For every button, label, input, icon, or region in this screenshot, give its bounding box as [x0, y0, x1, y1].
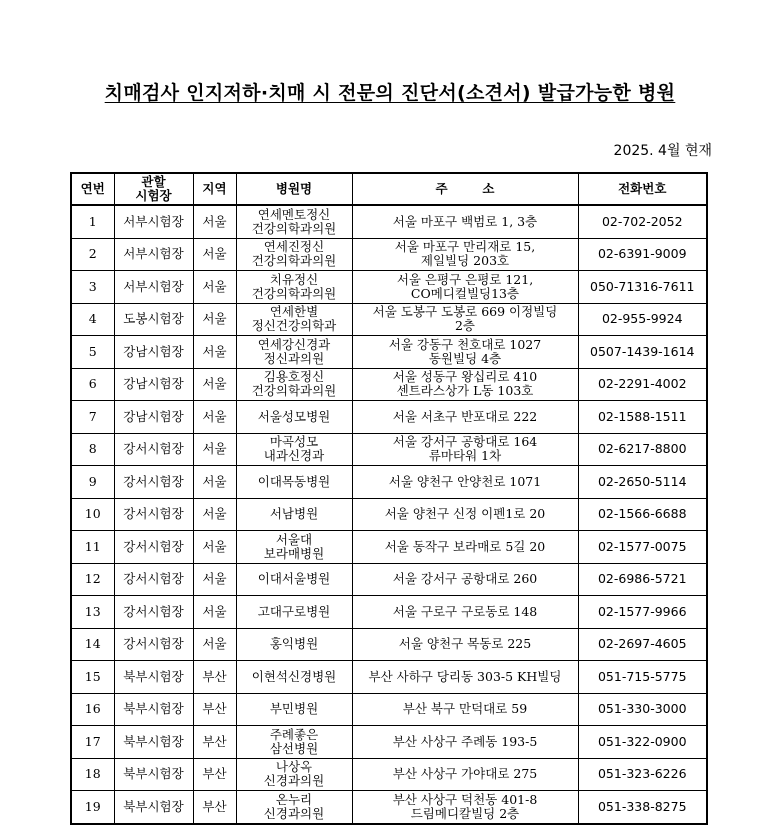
cell-hospital: 이대서울병원: [236, 563, 352, 596]
cell-region: 서울: [193, 563, 236, 596]
cell-phone: 02-1566-6688: [578, 498, 707, 531]
table-row: [71, 498, 707, 531]
cell-hospital: 홍익병원: [236, 628, 352, 661]
cell-hospital: 고대구로병원: [236, 596, 352, 629]
cell-phone: 0507-1439-1614: [578, 336, 707, 369]
cell-hospital: 김용호정신 건강의학과의원: [236, 368, 352, 401]
cell-office: 북부시험장: [114, 661, 193, 694]
cell-no: 2: [71, 238, 114, 271]
cell-no: 1: [71, 205, 114, 238]
cell-address: 서울 구로구 구로동로 148: [352, 596, 578, 629]
cell-no: 19: [71, 791, 114, 824]
cell-hospital: 이현석신경병원: [236, 661, 352, 694]
cell-region: 서울: [193, 433, 236, 466]
cell-no: 13: [71, 596, 114, 629]
header-hospital: 병원명: [236, 173, 352, 205]
cell-phone: 02-702-2052: [578, 205, 707, 238]
table-row: [71, 726, 707, 759]
table-row: [71, 466, 707, 499]
cell-office: 서부시험장: [114, 271, 193, 304]
cell-phone: 051-338-8275: [578, 791, 707, 824]
cell-hospital: 연세진정신 건강의학과의원: [236, 238, 352, 271]
cell-region: 서울: [193, 336, 236, 369]
table-row: [71, 661, 707, 694]
table-row: [71, 628, 707, 661]
cell-no: 18: [71, 758, 114, 791]
cell-no: 6: [71, 368, 114, 401]
cell-office: 강남시험장: [114, 336, 193, 369]
cell-address: 서울 양천구 신정 이펜1로 20: [352, 498, 578, 531]
cell-hospital: 주례좋은 삼선병원: [236, 726, 352, 759]
table-row: [71, 368, 707, 401]
cell-office: 강서시험장: [114, 563, 193, 596]
cell-address: 부산 사하구 당리동 303-5 KH빌딩: [352, 661, 578, 694]
cell-address: 서울 마포구 만리재로 15, 제일빌딩 203호: [352, 238, 578, 271]
cell-no: 3: [71, 271, 114, 304]
header-address: 주 소: [352, 173, 578, 205]
cell-hospital: 나상옥 신경과의원: [236, 758, 352, 791]
cell-address: 서울 은평구 은평로 121, CO메디컬빌딩13층: [352, 271, 578, 304]
header-phone: 전화번호: [578, 173, 707, 205]
cell-no: 4: [71, 303, 114, 336]
cell-office: 강서시험장: [114, 433, 193, 466]
table-row: [71, 205, 707, 238]
cell-region: 부산: [193, 726, 236, 759]
cell-no: 14: [71, 628, 114, 661]
cell-region: 서울: [193, 401, 236, 434]
cell-office: 도봉시험장: [114, 303, 193, 336]
header-office: 관할 시험장: [114, 173, 193, 205]
cell-address: 서울 강서구 공항대로 260: [352, 563, 578, 596]
cell-office: 서부시험장: [114, 205, 193, 238]
cell-no: 5: [71, 336, 114, 369]
cell-address: 부산 북구 만덕대로 59: [352, 693, 578, 726]
cell-region: 부산: [193, 661, 236, 694]
cell-office: 강서시험장: [114, 466, 193, 499]
cell-no: 17: [71, 726, 114, 759]
cell-office: 서부시험장: [114, 238, 193, 271]
cell-region: 서울: [193, 238, 236, 271]
cell-no: 11: [71, 531, 114, 564]
hospital-table: [70, 172, 708, 825]
cell-office: 강서시험장: [114, 498, 193, 531]
cell-hospital: 연세한별 정신건강의학과: [236, 303, 352, 336]
cell-address: 서울 도봉구 도봉로 669 이정빌딩 2층: [352, 303, 578, 336]
cell-office: 강남시험장: [114, 401, 193, 434]
cell-region: 서울: [193, 271, 236, 304]
cell-hospital: 서울성모병원: [236, 401, 352, 434]
cell-office: 북부시험장: [114, 693, 193, 726]
table-row: [71, 401, 707, 434]
cell-phone: 051-330-3000: [578, 693, 707, 726]
cell-office: 북부시험장: [114, 758, 193, 791]
cell-phone: 050-71316-7611: [578, 271, 707, 304]
cell-phone: 02-6986-5721: [578, 563, 707, 596]
title-text: 치매검사 인지저하·치매 시 전문의 진단서(소견서) 발급가능한 병원: [104, 82, 676, 104]
cell-address: 서울 마포구 백범로 1, 3층: [352, 205, 578, 238]
cell-address: 부산 사상구 덕천동 401-8 드림메디칼빌딩 2층: [352, 791, 578, 824]
cell-region: 서울: [193, 596, 236, 629]
table-row: [71, 758, 707, 791]
page-title: [0, 78, 780, 105]
table-row: [71, 271, 707, 304]
cell-address: 서울 양천구 안양천로 1071: [352, 466, 578, 499]
header-region: 지역: [193, 173, 236, 205]
date-label: 2025. 4월 현재: [613, 143, 712, 159]
table-row: [71, 693, 707, 726]
cell-office: 강남시험장: [114, 368, 193, 401]
table-row: [71, 433, 707, 466]
cell-office: 강서시험장: [114, 596, 193, 629]
cell-no: 9: [71, 466, 114, 499]
cell-region: 서울: [193, 303, 236, 336]
cell-phone: 02-2291-4002: [578, 368, 707, 401]
cell-no: 8: [71, 433, 114, 466]
cell-region: 서울: [193, 466, 236, 499]
cell-region: 부산: [193, 791, 236, 824]
table-row: [71, 238, 707, 271]
cell-phone: 02-1588-1511: [578, 401, 707, 434]
cell-address: 부산 사상구 주례동 193-5: [352, 726, 578, 759]
table-row: [71, 336, 707, 369]
table-row: [71, 596, 707, 629]
cell-address: 서울 서초구 반포대로 222: [352, 401, 578, 434]
cell-phone: 02-1577-0075: [578, 531, 707, 564]
cell-phone: 02-2697-4605: [578, 628, 707, 661]
cell-address: 서울 성동구 왕십리로 410 센트라스상가 L동 103호: [352, 368, 578, 401]
table-row: [71, 791, 707, 824]
cell-no: 16: [71, 693, 114, 726]
cell-phone: 051-322-0900: [578, 726, 707, 759]
cell-hospital: 이대목동병원: [236, 466, 352, 499]
cell-address: 서울 강서구 공항대로 164 류마타워 1차: [352, 433, 578, 466]
cell-hospital: 마곡성모 내과신경과: [236, 433, 352, 466]
cell-office: 강서시험장: [114, 628, 193, 661]
cell-hospital: 연세멘토정신 건강의학과의원: [236, 205, 352, 238]
cell-office: 강서시험장: [114, 531, 193, 564]
table-row: [71, 563, 707, 596]
table-header-row: [71, 173, 707, 205]
cell-phone: 02-6217-8800: [578, 433, 707, 466]
table-row: [71, 531, 707, 564]
cell-phone: 02-1577-9966: [578, 596, 707, 629]
cell-office: 북부시험장: [114, 791, 193, 824]
cell-phone: 02-955-9924: [578, 303, 707, 336]
cell-region: 부산: [193, 758, 236, 791]
cell-region: 서울: [193, 205, 236, 238]
table-row: [71, 303, 707, 336]
cell-hospital: 연세강신경과 정신과의원: [236, 336, 352, 369]
cell-phone: 051-715-5775: [578, 661, 707, 694]
cell-hospital: 서울대 보라매병원: [236, 531, 352, 564]
cell-region: 서울: [193, 368, 236, 401]
cell-no: 15: [71, 661, 114, 694]
cell-region: 서울: [193, 531, 236, 564]
cell-address: 서울 동작구 보라매로 5길 20: [352, 531, 578, 564]
cell-no: 7: [71, 401, 114, 434]
cell-hospital: 치유정신 건강의학과의원: [236, 271, 352, 304]
cell-no: 12: [71, 563, 114, 596]
cell-no: 10: [71, 498, 114, 531]
header-no: 연번: [71, 173, 114, 205]
cell-phone: 051-323-6226: [578, 758, 707, 791]
cell-region: 부산: [193, 693, 236, 726]
cell-hospital: 부민병원: [236, 693, 352, 726]
cell-address: 서울 강동구 천호대로 1027 동원빌딩 4층: [352, 336, 578, 369]
cell-hospital: 온누리 신경과의원: [236, 791, 352, 824]
cell-address: 서울 양천구 목동로 225: [352, 628, 578, 661]
cell-address: 부산 사상구 가야대로 275: [352, 758, 578, 791]
cell-region: 서울: [193, 628, 236, 661]
cell-phone: 02-2650-5114: [578, 466, 707, 499]
cell-hospital: 서남병원: [236, 498, 352, 531]
cell-office: 북부시험장: [114, 726, 193, 759]
cell-phone: 02-6391-9009: [578, 238, 707, 271]
cell-region: 서울: [193, 498, 236, 531]
